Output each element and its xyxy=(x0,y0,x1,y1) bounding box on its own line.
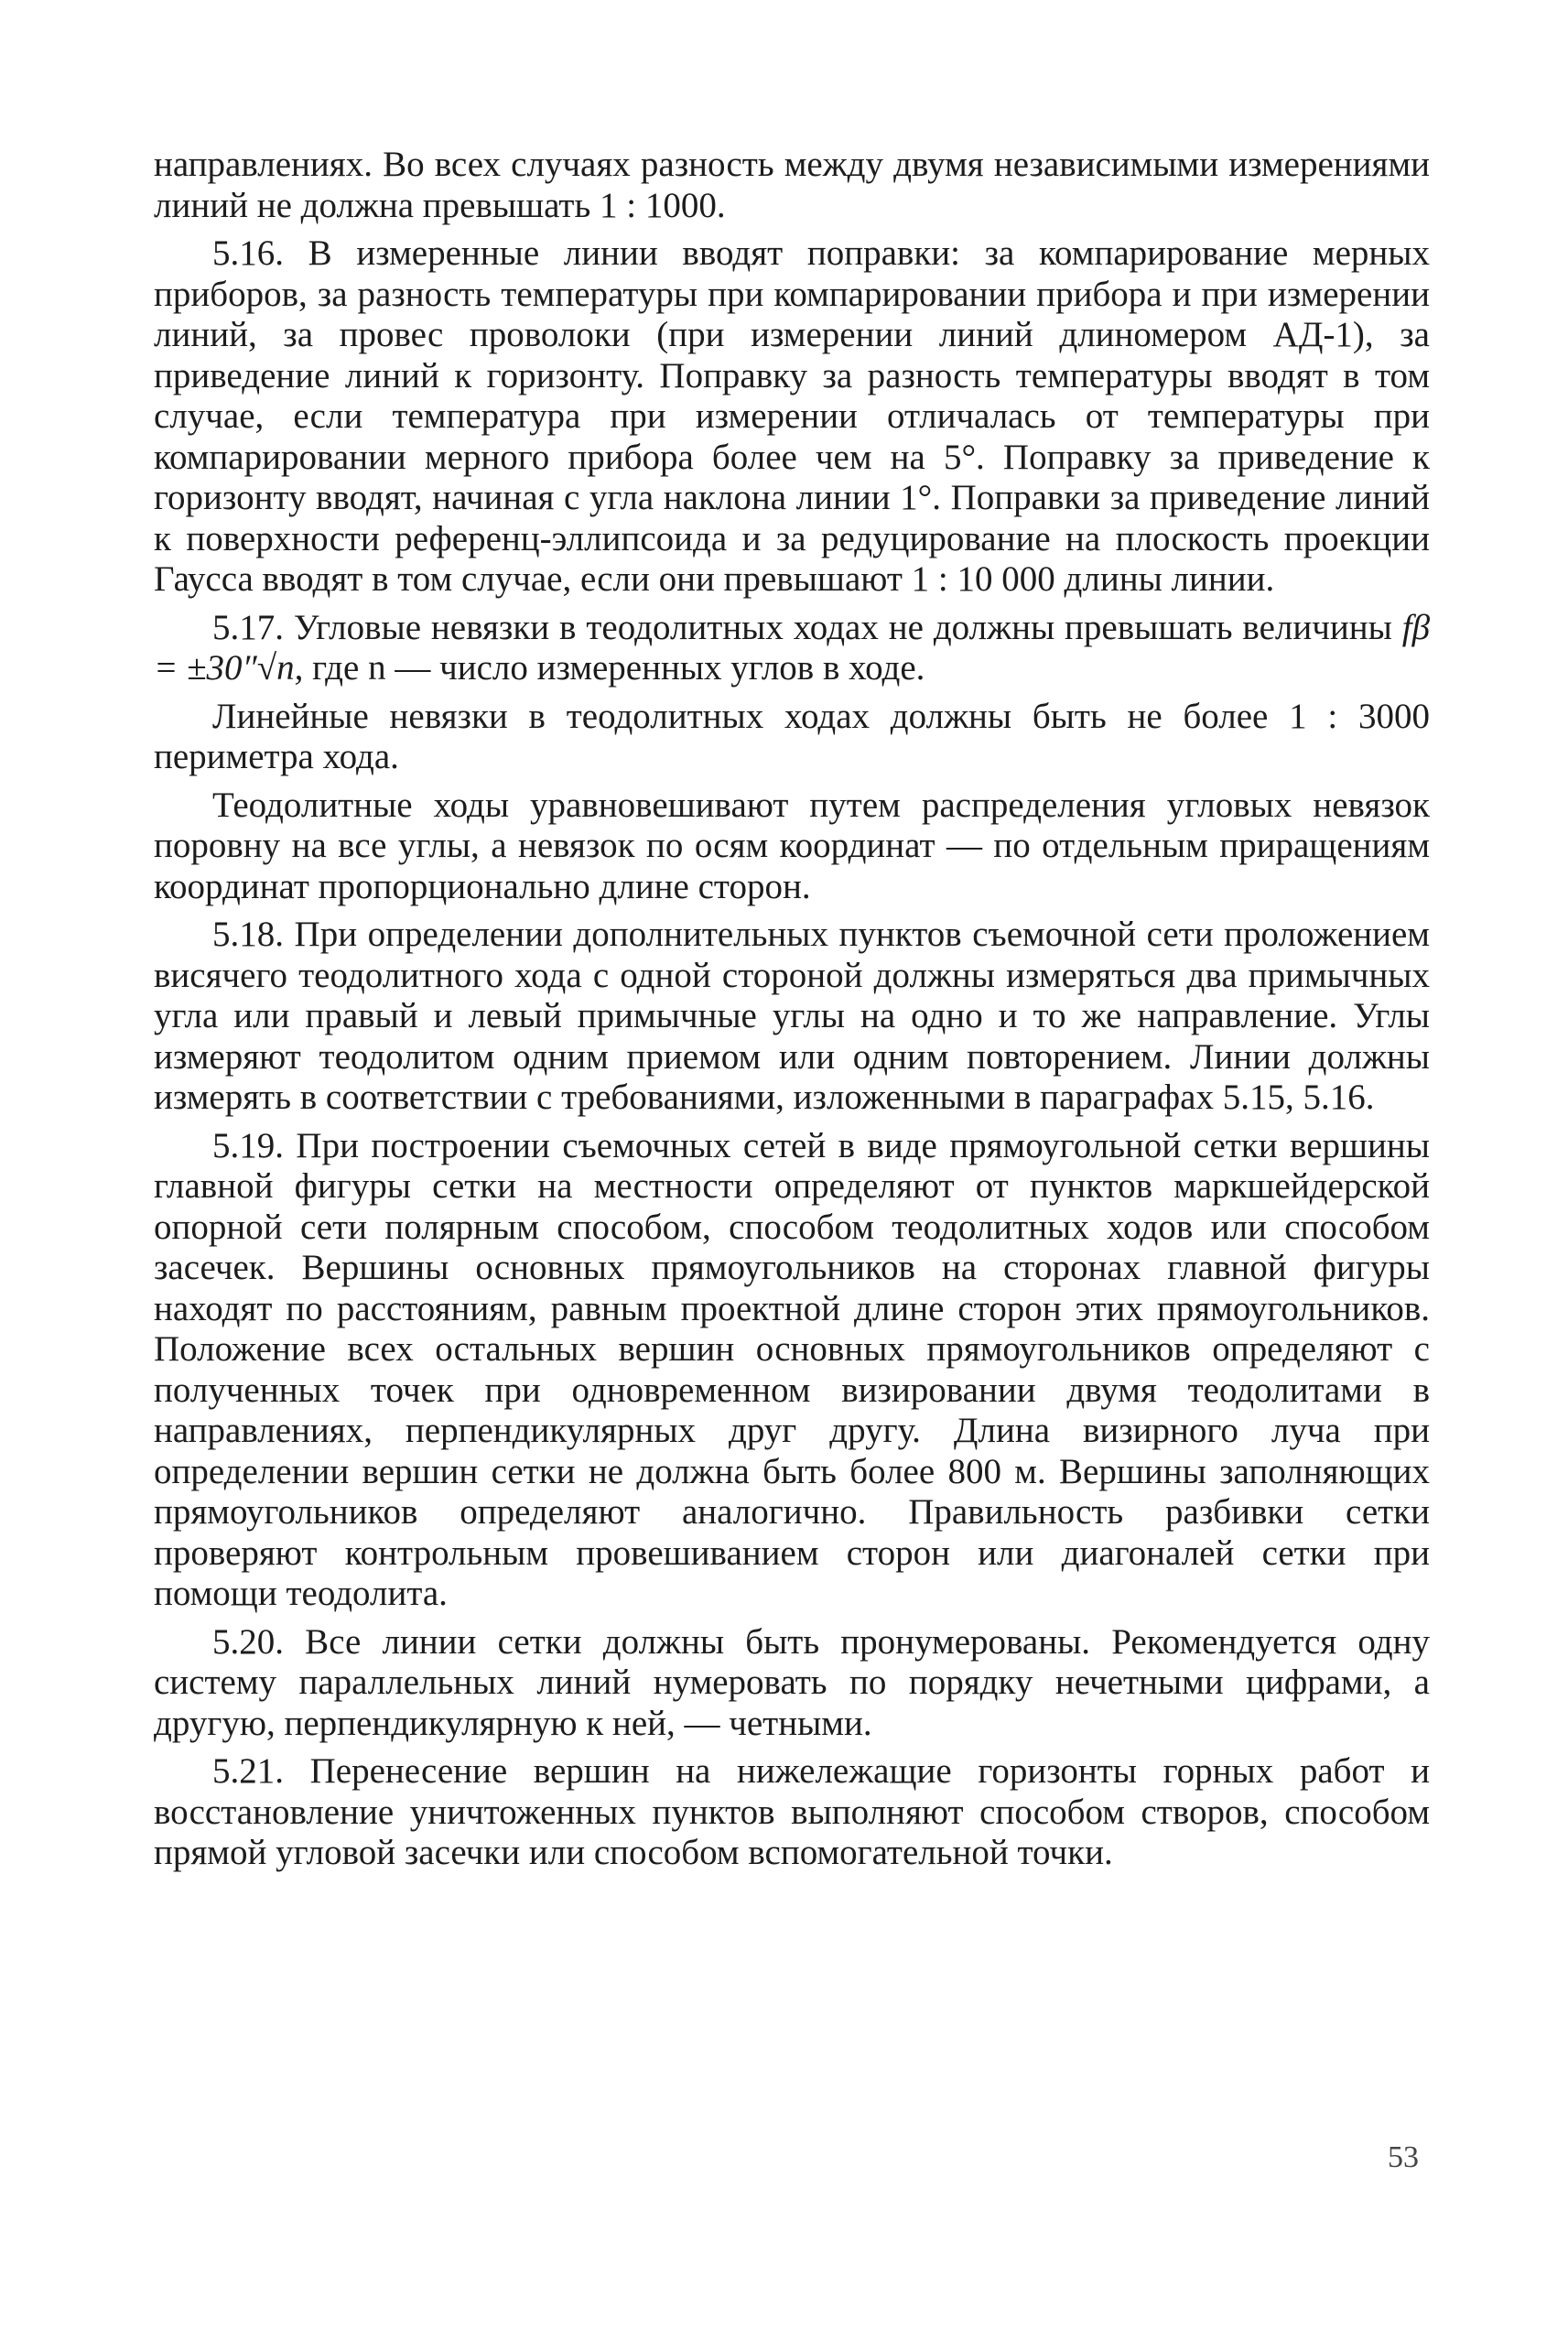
paragraph-linear-misclosure: Линейные невязки в теодолитных ходах должны быть не более 1 : 3000 периметра хода. xyxy=(154,696,1430,776)
paragraph-continuation: направлениях. Во всех случаях разность между двумя независимыми измерениями линий не должна превышать 1 : 1000. xyxy=(154,145,1430,225)
paragraph-5-17 xyxy=(154,608,1430,689)
paragraph-5-19: 5.19. При построении съемочных сетей в виде прямоугольной сетки вершины главной фигуры сетки на местности определяют от пунктов маркшейдерской опорной сети полярным способом, способом теодолитных ходов или способом засечек. Вершины основных прямоугольников на сторонах главной фигуры находят по расстояниям, равным проектной длине сторон этих прямоугольников. Положение всех остальных вершин основных прямоугольников определяют с полученных точек при одновременном визировании двумя теодолитами в направлениях, перпендикулярных друг другу. Длина визирного луча при определении вершин сетки не должна быть более 800 м. Вершины заполняющих прямоугольников определяют аналогично. Правильность разбивки сетки проверяют контрольным провешиванием сторон или диагоналей сетки при помощи теодолита. xyxy=(154,1125,1430,1613)
page-number: 53 xyxy=(1388,2140,1419,2174)
paragraph-5-17-text: 5.17. Угловые невязки в теодолитных ходах не должны превышать величины xyxy=(212,607,1392,647)
paragraph-5-21: 5.21. Перенесение вершин на нижележащие горизонты горных работ и восстановление уничтоженных пунктов выполняют способом створов, способом прямой угловой засечки или способом вспомогательной точки. xyxy=(154,1751,1430,1872)
paragraph-traverse-adjustment: Теодолитные ходы уравновешивают путем распределения угловых невязок поровну на все углы, а невязок по осям координат — по отдельным приращениям координат пропорционально длине сторон. xyxy=(154,785,1430,906)
formula-angular-misclosure: fβ = ±30″√n, xyxy=(154,607,1431,688)
document-page xyxy=(154,145,1430,1881)
paragraph-5-16: 5.16. В измеренные линии вводят поправки: за компарирование мерных приборов, за разность температуры при компарировании прибора и при измерении линий, за провес проволоки (при измерении линий длиномером АД-1), за приведение линий к горизонту. Поправку за разность температуры вводят в том случае, если температура при измерении отличалась от температуры при компарировании мерного прибора более чем на 5°. Поправку за приведение к горизонту вводят, начиная с угла наклона линии 1°. Поправки за приведение линий к поверхности референц-эллипсоида и за редуцирование на плоскость проекции Гаусса вводят в том случае, если они превышают 1 : 10 000 длины линии. xyxy=(154,233,1430,599)
paragraph-5-20: 5.20. Все линии сетки должны быть пронумерованы. Рекомендуется одну систему параллельных линий нумеровать по порядку нечетными цифрами, а другую, перпендикулярную к ней, — четными. xyxy=(154,1621,1430,1743)
paragraph-5-18: 5.18. При определении дополнительных пунктов съемочной сети проложением висячего теодолитного хода с одной стороной должны измеряться два примычных угла или правый и левый примычные углы на одно и то же направление. Углы измеряют теодолитом одним приемом или одним повторением. Линии должны измерять в соответствии с требованиями, изложенными в параграфах 5.15, 5.16. xyxy=(154,915,1430,1117)
paragraph-5-17-tail: где n — число измеренных углов в ходе. xyxy=(312,648,925,688)
